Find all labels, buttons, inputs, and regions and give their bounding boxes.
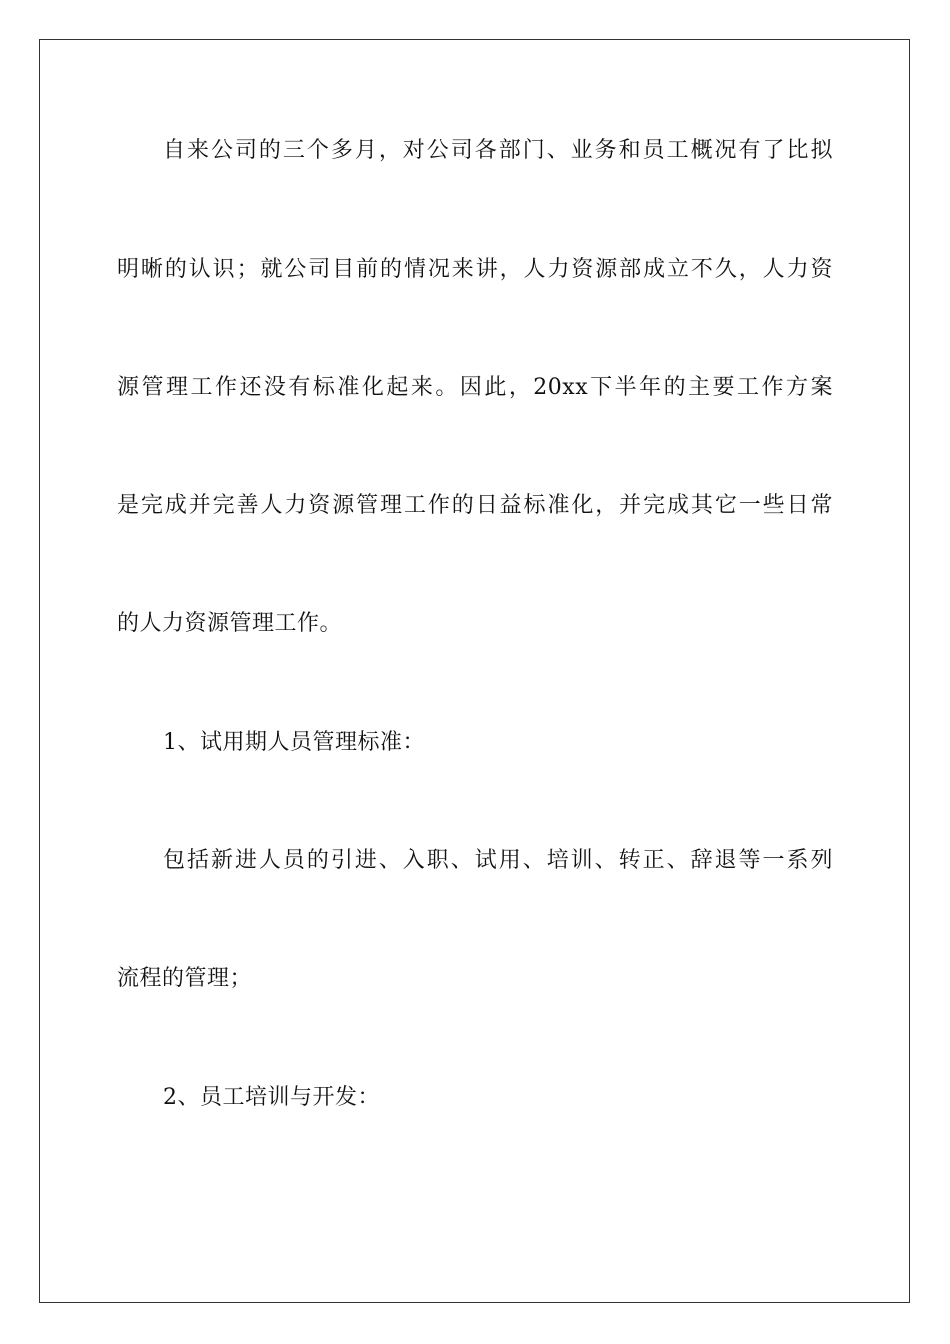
paragraph-1-line-4: 是完成并完善人力资源管理工作的日益标准化，并完成其它一些日常	[117, 493, 833, 518]
paragraph-1-line-1: 自来公司的三个多月，对公司各部门、业务和员工概况有了比拟	[163, 138, 833, 163]
section-2-heading: 2、员工培训与开发：	[163, 1085, 380, 1110]
paragraph-1-line-3: 源管理工作还没有标准化起来。因此，20xx下半年的主要工作方案	[117, 375, 833, 400]
paragraph-2-line-1: 包括新进人员的引进、入职、试用、培训、转正、辞退等一系列	[163, 848, 833, 873]
section-1-heading: 1、试用期人员管理标准：	[163, 730, 425, 755]
paragraph-1-line-2: 明晰的认识；就公司目前的情况来讲，人力资源部成立不久，人力资	[117, 257, 833, 282]
page-border	[39, 39, 910, 1303]
paragraph-1-line-5: 的人力资源管理工作。	[117, 611, 343, 636]
paragraph-2-line-2: 流程的管理；	[117, 966, 253, 991]
